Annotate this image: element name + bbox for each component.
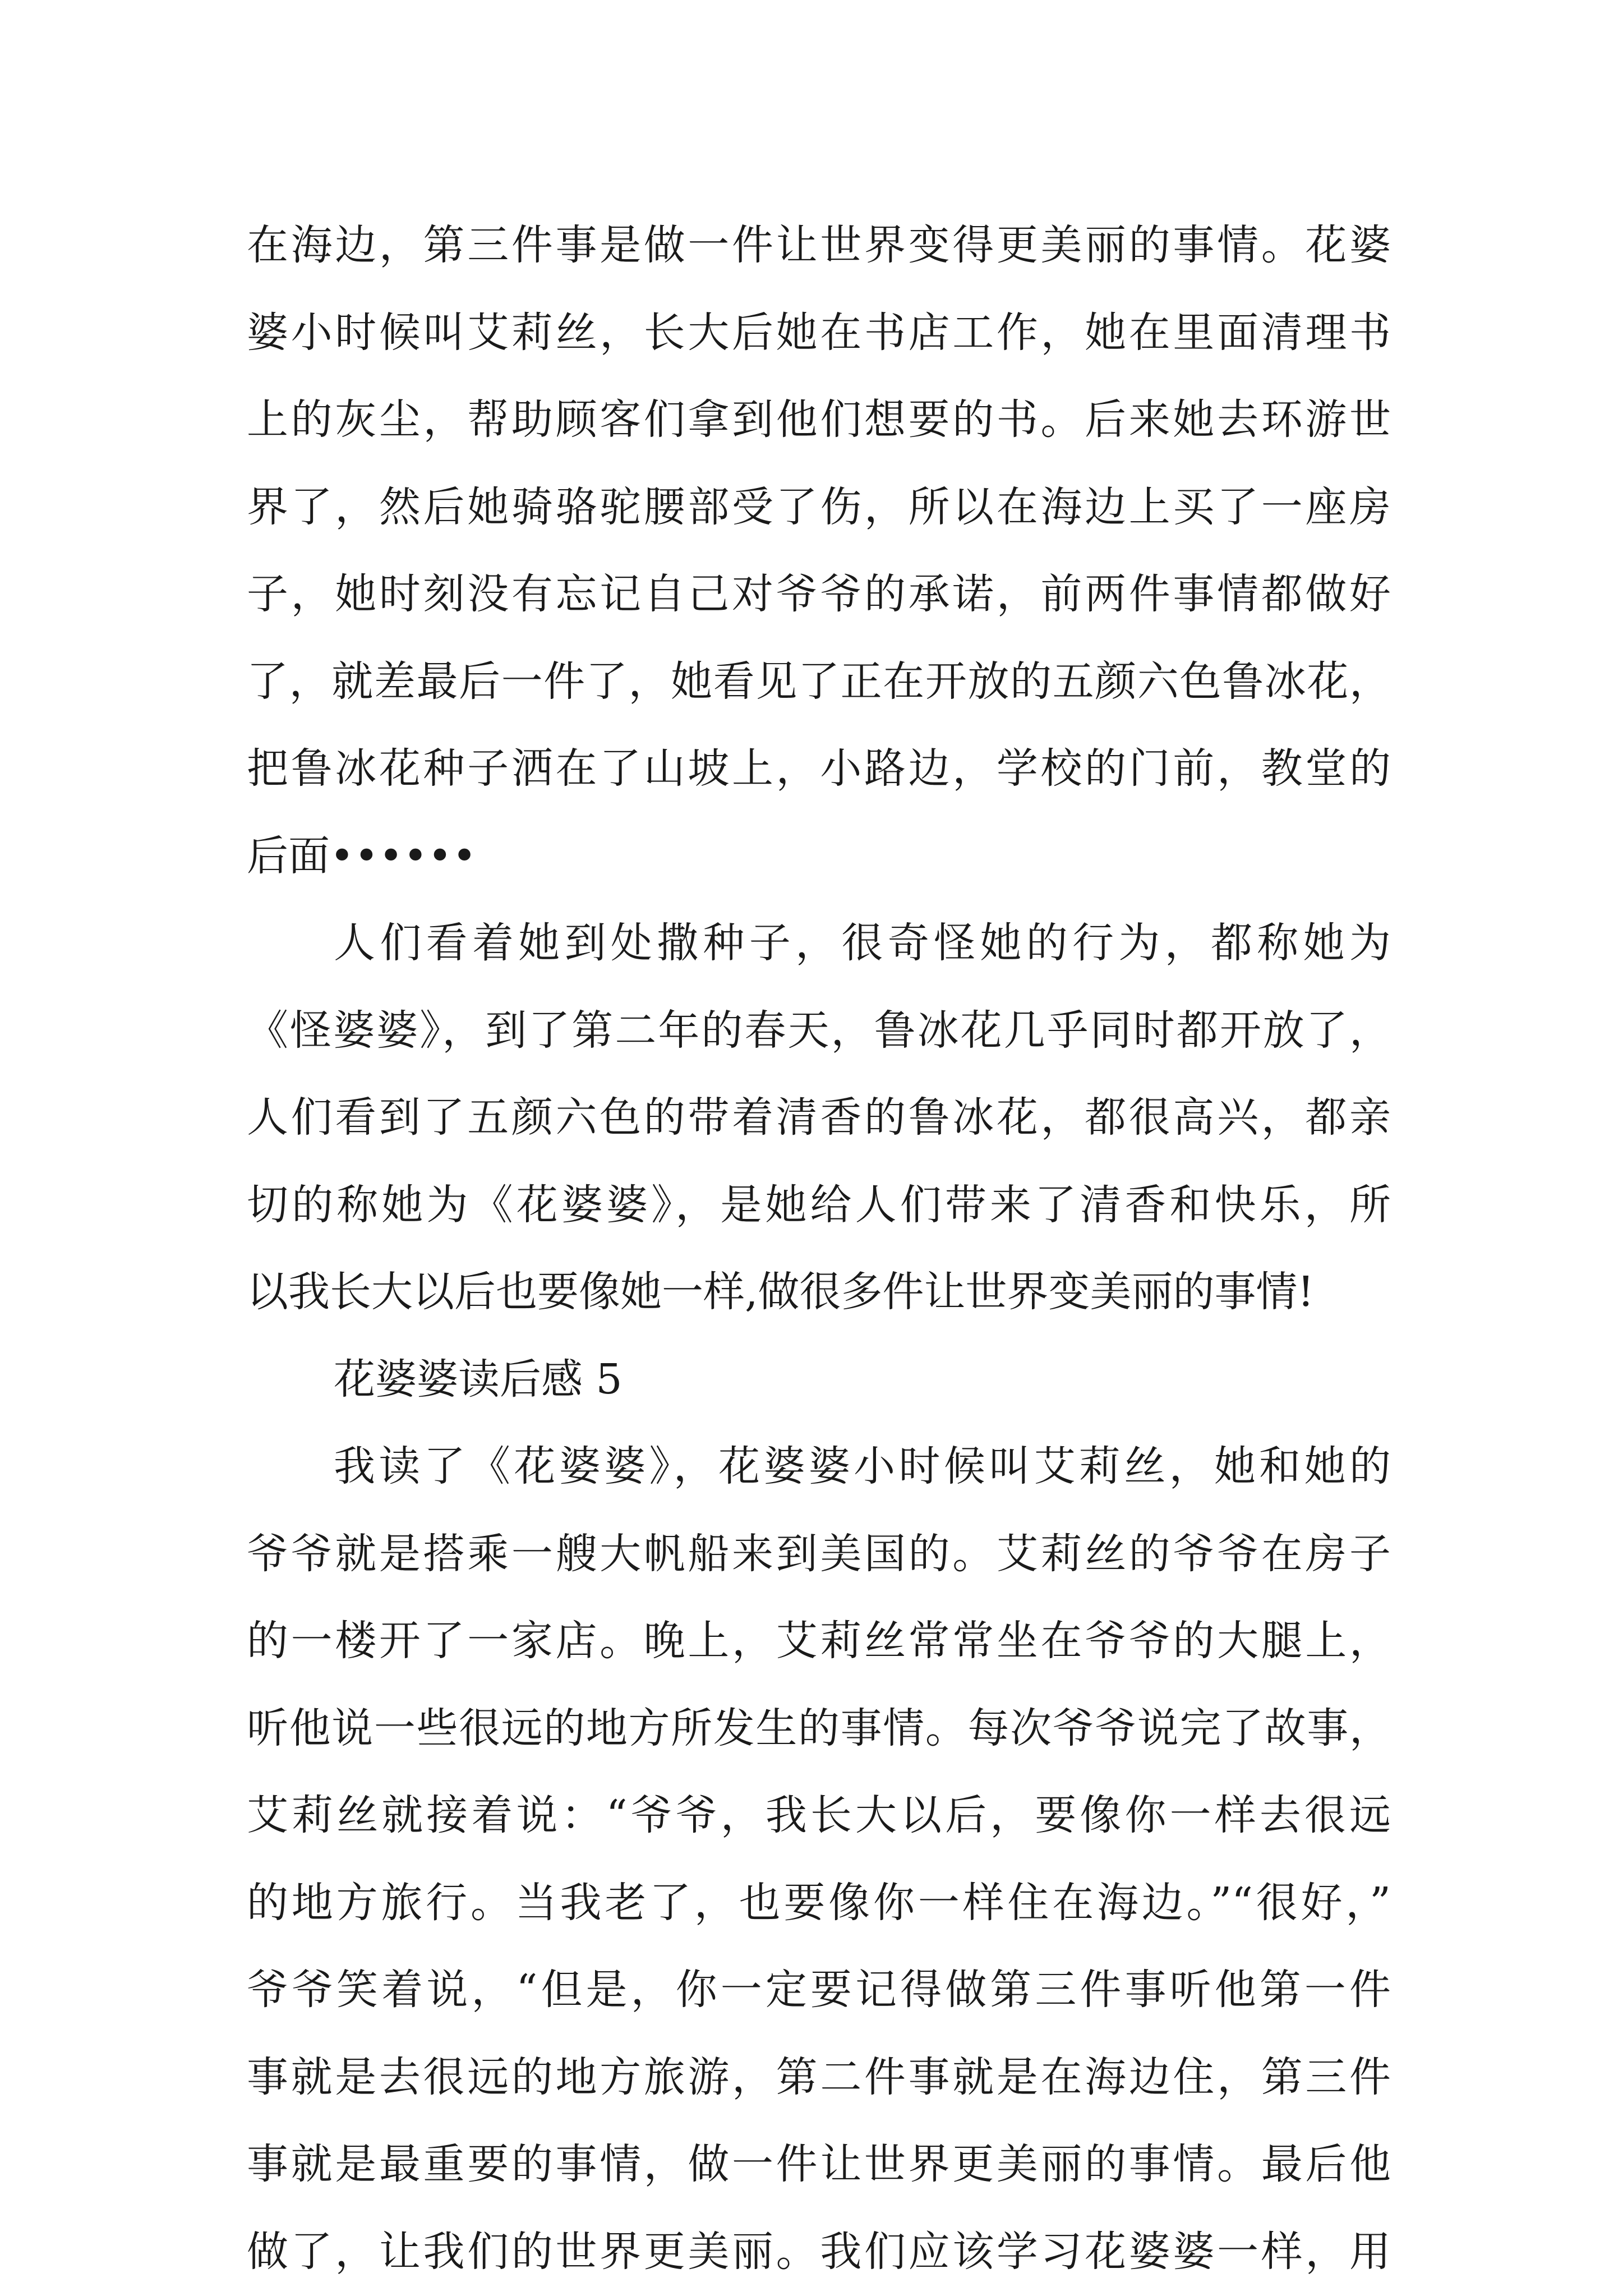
- text-line: 做了，让我们的世界更美丽。我们应该学习花婆婆一样，用: [247, 2227, 1391, 2276]
- text-line: 《怪婆婆》，到了第二年的春天，鲁冰花几乎同时都开放了，: [247, 1006, 1391, 1055]
- text-line: 上的灰尘，帮助顾客们拿到他们想要的书。后来她去环游世: [247, 395, 1391, 444]
- text-line: 切的称她为《花婆婆》，是她给人们带来了清香和快乐，所: [247, 1180, 1391, 1229]
- section-heading: 花婆婆读后感 5: [334, 1355, 623, 1404]
- text-line: 在海边，第三件事是做一件让世界变得更美丽的事情。花婆: [247, 221, 1391, 269]
- text-line: 婆小时候叫艾莉丝，长大后她在书店工作，她在里面清理书: [247, 308, 1391, 357]
- text-line: 界了，然后她骑骆驼腰部受了伤，所以在海边上买了一座房: [247, 482, 1391, 531]
- text-line: 子，她时刻没有忘记自己对爷爷的承诺，前两件事情都做好: [247, 570, 1391, 618]
- text-line: 后面••••••: [247, 831, 477, 880]
- document-body: [247, 202, 1391, 2295]
- text-line: 爷爷笑着说，“但是，你一定要记得做第三件事听他第一件: [247, 1966, 1391, 2014]
- text-line: 听他说一些很远的地方所发生的事情。每次爷爷说完了故事，: [247, 1704, 1391, 1752]
- text-line: 的一楼开了一家店。晚上，艾莉丝常常坐在爷爷的大腿上，: [247, 1617, 1391, 1665]
- text-line: 我读了《花婆婆》，花婆婆小时候叫艾莉丝，她和她的: [334, 1442, 1391, 1490]
- text-line: 事就是最重要的事情，做一件让世界更美丽的事情。最后他: [247, 2140, 1391, 2188]
- text-line: 以我长大以后也要像她一样,做很多件让世界变美丽的事情!: [247, 1268, 1315, 1316]
- text-line: 人们看到了五颜六色的带着清香的鲁冰花，都很高兴，都亲: [247, 1093, 1391, 1142]
- text-line: 事就是去很远的地方旅游，第二件事就是在海边住，第三件: [247, 2053, 1391, 2101]
- text-line: 的地方旅行。当我老了，也要像你一样住在海边。”“很好，”: [247, 1878, 1391, 1927]
- text-line: 了，就差最后一件了，她看见了正在开放的五颜六色鲁冰花，: [247, 657, 1391, 706]
- text-line: 把鲁冰花种子洒在了山坡上，小路边，学校的门前，教堂的: [247, 744, 1391, 793]
- text-line: 爷爷就是搭乘一艘大帆船来到美国的。艾莉丝的爷爷在房子: [247, 1529, 1391, 1578]
- text-line: 艾莉丝就接着说：“爷爷，我长大以后，要像你一样去很远: [247, 1791, 1391, 1839]
- text-line: 人们看着她到处撒种子，很奇怪她的行为，都称她为: [334, 919, 1391, 967]
